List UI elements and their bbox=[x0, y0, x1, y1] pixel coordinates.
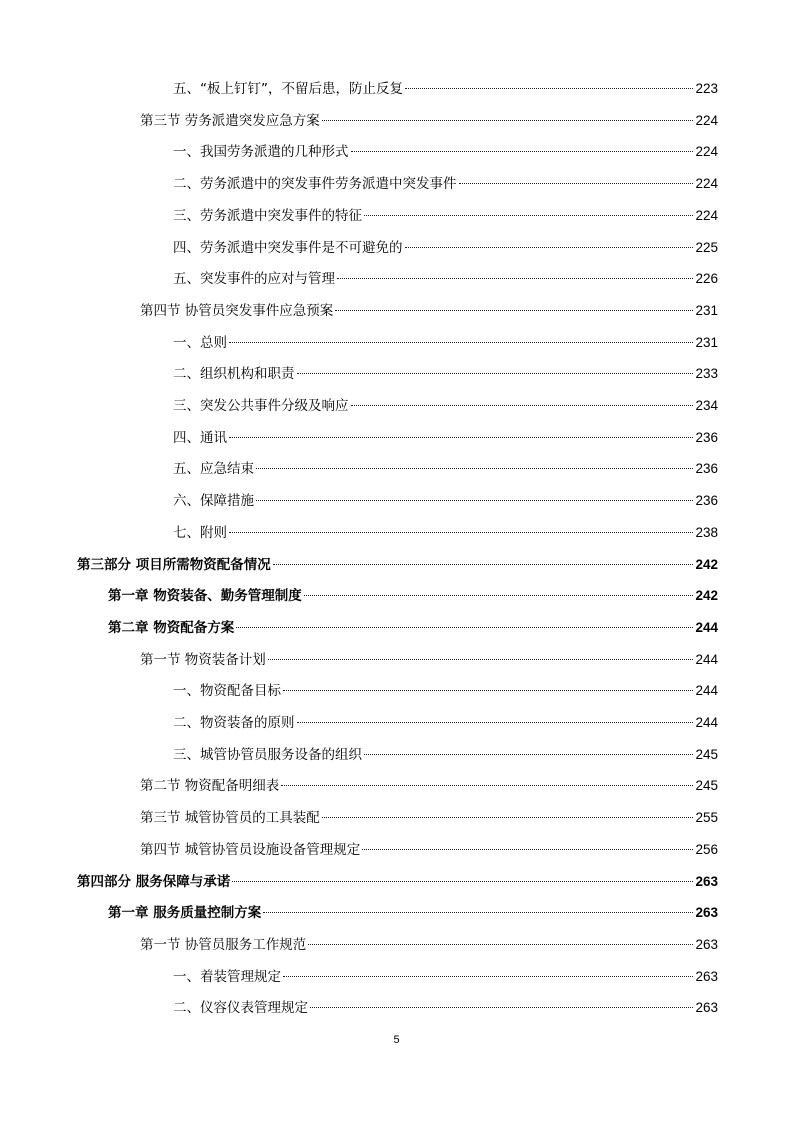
toc-dot-leader bbox=[308, 944, 693, 945]
toc-entry[interactable] bbox=[173, 996, 718, 1020]
toc-entry[interactable] bbox=[77, 870, 718, 894]
toc-dot-leader bbox=[322, 120, 694, 121]
toc-entry-title: 第四节 协管员突发事件应急预案 bbox=[140, 302, 334, 319]
toc-dot-leader bbox=[364, 754, 693, 755]
toc-entry[interactable] bbox=[140, 933, 718, 957]
toc-entry-title: 二、仪容仪表管理规定 bbox=[173, 1000, 308, 1017]
toc-entry-title: 第四部分 服务保障与承诺 bbox=[77, 873, 231, 890]
toc-entry[interactable] bbox=[140, 109, 718, 133]
toc-entry-title: 第一章 服务质量控制方案 bbox=[108, 905, 262, 922]
toc-entry-page: 231 bbox=[695, 334, 718, 350]
toc-entry-page: 224 bbox=[695, 144, 718, 160]
toc-entry-page: 244 bbox=[695, 651, 718, 667]
toc-entry[interactable] bbox=[173, 679, 718, 703]
toc-entry-page: 244 bbox=[695, 683, 718, 699]
toc-entry[interactable] bbox=[173, 521, 718, 545]
toc-entry-title: 六、保障措施 bbox=[173, 493, 254, 510]
toc-entry[interactable] bbox=[140, 838, 718, 862]
toc-entry[interactable] bbox=[108, 584, 718, 608]
toc-entry-page: 236 bbox=[695, 461, 718, 477]
toc-entry-page: 234 bbox=[695, 398, 718, 413]
toc-dot-leader bbox=[351, 405, 694, 406]
toc-dot-leader bbox=[263, 912, 693, 913]
toc-entry[interactable] bbox=[173, 394, 718, 418]
toc-dot-leader bbox=[405, 247, 694, 248]
toc-dot-leader bbox=[337, 278, 693, 279]
toc-entry[interactable] bbox=[173, 362, 718, 386]
toc-entry[interactable] bbox=[173, 743, 718, 767]
toc-entry-page: 236 bbox=[695, 493, 718, 509]
toc-entry[interactable] bbox=[173, 426, 718, 450]
toc-entry-title: 第三节 劳务派遣突发应急方案 bbox=[140, 112, 320, 129]
toc-dot-leader bbox=[364, 215, 693, 216]
toc-entry-page: 224 bbox=[695, 176, 718, 192]
toc-entry-title: 第一节 协管员服务工作规范 bbox=[140, 936, 307, 953]
toc-dot-leader bbox=[304, 595, 694, 596]
toc-entry-title: 第一节 物资装备计划 bbox=[140, 651, 266, 668]
toc-entry-title: 二、组织机构和职责 bbox=[173, 366, 295, 383]
toc-entry[interactable] bbox=[173, 267, 718, 291]
toc-entry[interactable] bbox=[173, 236, 718, 260]
toc-dot-leader bbox=[229, 342, 693, 343]
toc-dot-leader bbox=[310, 1007, 693, 1008]
toc-entry-page: 244 bbox=[695, 619, 718, 635]
toc-entry[interactable] bbox=[140, 774, 718, 798]
toc-entry-title: 五、突发事件的应对与管理 bbox=[173, 271, 335, 288]
toc-entry-page: 263 bbox=[695, 936, 718, 952]
toc-entry-title: 第二章 物资配备方案 bbox=[108, 619, 235, 636]
toc-entry[interactable] bbox=[173, 140, 718, 164]
toc-entry-title: 二、物资装备的原则 bbox=[173, 715, 295, 731]
toc-entry-title: 第二节 物资配备明细表 bbox=[140, 778, 280, 795]
toc-entry[interactable] bbox=[173, 331, 718, 355]
toc-entry-title: 七、附则 bbox=[173, 524, 227, 541]
toc-entry-page: 224 bbox=[695, 207, 718, 223]
toc-entry-title: 一、我国劳务派遣的几种形式 bbox=[173, 144, 349, 161]
toc-entry-page: 245 bbox=[695, 778, 718, 794]
toc-entry[interactable] bbox=[173, 711, 718, 735]
toc-entry[interactable] bbox=[108, 616, 718, 640]
toc-entry[interactable] bbox=[173, 204, 718, 228]
toc-dot-leader bbox=[283, 690, 693, 691]
toc-entry-page: 238 bbox=[695, 524, 718, 540]
toc-dot-leader bbox=[229, 532, 693, 533]
toc-entry-title: 第三节 城管协管员的工具装配 bbox=[140, 810, 320, 827]
toc-entry-title: 三、突发公共事件分级及响应 bbox=[173, 398, 349, 414]
toc-entry-title: 三、劳务派遣中突发事件的特征 bbox=[173, 207, 362, 224]
toc-dot-leader bbox=[232, 881, 693, 882]
toc-entry[interactable] bbox=[173, 965, 718, 989]
toc-entry-page: 244 bbox=[695, 715, 718, 730]
toc-dot-leader bbox=[268, 659, 694, 660]
toc-dot-leader bbox=[297, 373, 694, 374]
toc-dot-leader bbox=[297, 722, 694, 723]
toc-entry[interactable] bbox=[77, 553, 718, 577]
toc-dot-leader bbox=[459, 183, 694, 184]
toc-entry[interactable] bbox=[173, 457, 718, 481]
toc-entry-title: 二、劳务派遣中的突发事件劳务派遣中突发事件 bbox=[173, 176, 457, 193]
toc-entry-title: 一、物资配备目标 bbox=[173, 683, 281, 700]
toc-entry-page: 231 bbox=[695, 302, 718, 318]
toc-dot-leader bbox=[362, 849, 693, 850]
toc-entry[interactable] bbox=[140, 648, 718, 672]
toc-entry-title: 三、城管协管员服务设备的组织 bbox=[173, 746, 362, 763]
toc-dot-leader bbox=[229, 437, 693, 438]
toc-dot-leader bbox=[256, 500, 693, 501]
toc-dot-leader bbox=[322, 817, 694, 818]
toc-entry-page: 226 bbox=[695, 271, 718, 287]
toc-entry-title: 第四节 城管协管员设施设备管理规定 bbox=[140, 841, 361, 858]
toc-entry[interactable] bbox=[108, 901, 718, 925]
toc-entry-page: 245 bbox=[695, 746, 718, 762]
toc-entry-page: 225 bbox=[695, 239, 718, 255]
toc-dot-leader bbox=[351, 151, 694, 152]
toc-dot-leader bbox=[236, 627, 693, 628]
toc-entry-page: 233 bbox=[695, 366, 718, 382]
page-number: 5 bbox=[393, 1034, 400, 1046]
toc-entry-page: 263 bbox=[695, 1000, 718, 1016]
toc-entry[interactable] bbox=[173, 77, 718, 101]
toc-entry-page: 263 bbox=[695, 968, 718, 984]
toc-entry-title: 五、应急结束 bbox=[173, 461, 254, 478]
toc-entry-title: 第三部分 项目所需物资配备情况 bbox=[77, 556, 271, 573]
toc-entry-page: 256 bbox=[695, 841, 718, 857]
toc-entry-page: 242 bbox=[695, 556, 718, 572]
toc-entry-title: 四、通讯 bbox=[173, 429, 227, 446]
toc-entry-page: 236 bbox=[695, 429, 718, 445]
toc-entry-title: 一、总则 bbox=[173, 334, 227, 351]
toc-dot-leader bbox=[273, 564, 694, 565]
toc-dot-leader bbox=[283, 976, 693, 977]
toc-entry-page: 255 bbox=[695, 810, 718, 826]
toc-entry[interactable] bbox=[140, 806, 718, 830]
toc-entry[interactable] bbox=[140, 299, 718, 323]
toc-entry-title: 第一章 物资装备、勤务管理制度 bbox=[108, 588, 302, 605]
toc-entry[interactable] bbox=[173, 172, 718, 196]
toc-entry-title: 五、“板上钉钉”，不留后患，防止反复 bbox=[173, 81, 403, 97]
toc-dot-leader bbox=[405, 88, 693, 89]
toc-entry-page: 263 bbox=[695, 905, 718, 921]
toc-entry-title: 四、劳务派遣中突发事件是不可避免的 bbox=[173, 239, 403, 256]
toc-dot-leader bbox=[281, 785, 693, 786]
toc-entry-page: 263 bbox=[695, 873, 718, 889]
toc-dot-leader bbox=[256, 468, 693, 469]
toc-entry-title: 一、着装管理规定 bbox=[173, 968, 281, 985]
toc-dot-leader bbox=[335, 310, 693, 311]
toc-entry-page: 242 bbox=[695, 588, 718, 604]
toc-entry-page: 224 bbox=[695, 112, 718, 128]
toc-entry-page: 223 bbox=[695, 81, 718, 96]
toc-entry[interactable] bbox=[173, 489, 718, 513]
